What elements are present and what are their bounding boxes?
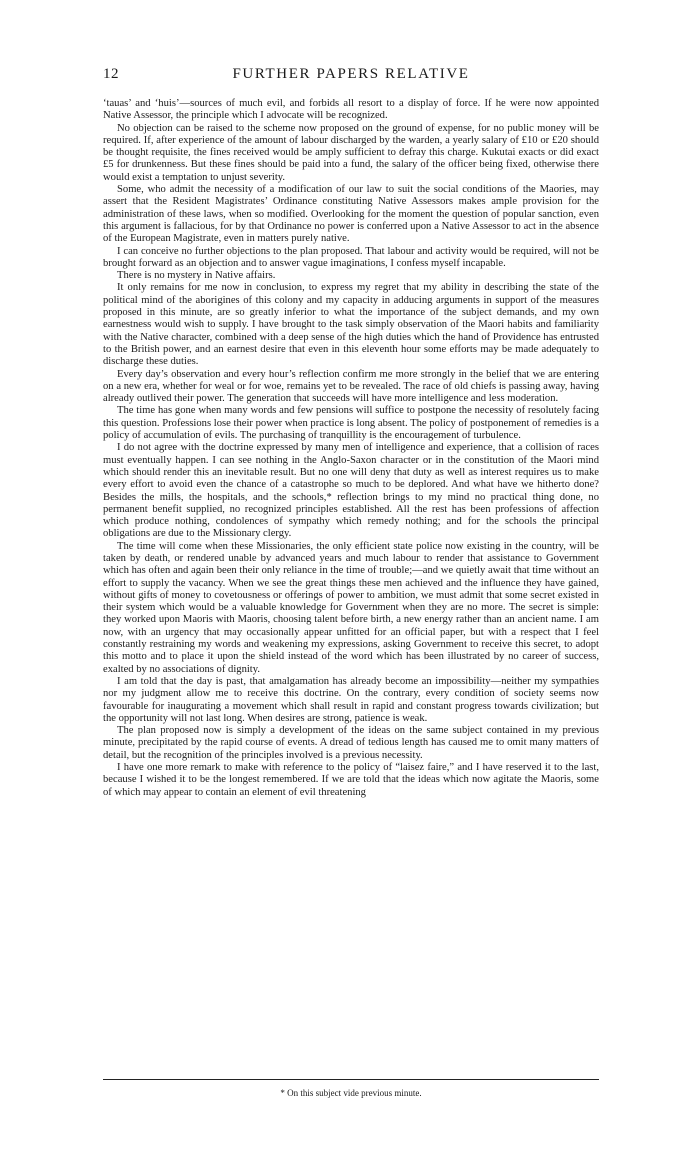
footnote-divider [103, 1079, 599, 1080]
paragraph: Every day’s observation and every hour’s reflection confirm me more strongly in the belief that we are entering on a new era, whether for weal or for woe, remains yet to be revealed. The race of old chiefs is passing away, having already outlived their power. The generation that succeeds will have more intelligence and less moderation. [103, 368, 599, 405]
paragraph: I can conceive no further objections to the plan proposed. That labour and activity would be required, will not be brought forward as an objection and to answer vague imaginations, I confess myself incapable. [103, 245, 599, 269]
paragraph: I have one more remark to make with reference to the policy of “laisez faire,” and I have reserved it to the last, because I wished it to be the longest remembered. If we are told that the ideas which now agitate the Maoris, some of which may appear to contain an element of evil threatening [103, 762, 599, 798]
page-header [103, 66, 599, 88]
paragraph: It only remains for me now in conclusion, to express my regret that my ability in describing the state of the political mind of the aborigines of this colony and my capacity in adducing arguments in support of the measures proposed in this minute, are so greatly inferior to what the importance of the subject demands, and my own earnestness would wish to supply. I have brought to the task simply observation of the Maori habits and familiarity with the Native character, combined with a deep sense of the high duties which the hand of Providence has entrusted to the British power, and an earnest desire that even in this eleventh hour some efforts may be made adequately to discharge these duties. [103, 282, 599, 368]
paragraph: The time will come when these Missionaries, the only efficient state police now existing in the country, will be taken by death, or rendered unable by advanced years and much labour to render that assistance to Government which has often and again been their only reliance in the time of trouble;—and we quietly await that time without an effort to supply the vacancy. When we see the great things these men achieved and the influence they have gained, without gifts of money to covetousness or offerings of power to ambition, we must admit that some secret existed in their system which would be a valuable knowledge for Government when they are no more. The secret is simple: they worked upon Maoris with Maoris, choosing talent before birth, a new energy rather than an ancient name. I am now, with an urgency that may occasionally appear unfitted for an official paper, but with a respect that I feel constantly restraining my words and weakening my expressions, asking Government to receive this secret, to adopt this motto and to place it upon the shield instead of the word which has been illustrated by no career of success, exalted by no associations of dignity. [103, 540, 599, 675]
paragraph: No objection can be raised to the scheme now proposed on the ground of expense, for no public money will be required. If, after experience of the amount of labour discharged by the warden, a yearly salary of £10 or £20 should be thought requisite, the fines received would be amply sufficient to defray this charge. Kukutai exacts or did exact £5 for drunkenness. But these fines should be paid into a fund, the salary of the officer being fixed, otherwise there would exist a temptation to unjust severity. [103, 122, 599, 183]
body-text [103, 98, 599, 799]
running-title: FURTHER PAPERS RELATIVE [232, 66, 470, 82]
paragraph: Some, who admit the necessity of a modification of our law to suit the social conditions of the Maories, may assert that the Resident Magistrates’ Ordinance constituting Native Assessors makes ample provision for the administration of these laws, when so modified. Overlooking for the moment the question of popular sanction, even this argument is fallacious, for by that Ordinance no power is conferred upon a Native Assessor to act in the absence of the European Magistrate, even in matters purely native. [103, 184, 599, 245]
paragraph: ‘tauas’ and ‘huis’—sources of much evil, and forbids all resort to a display of force. If he were now appointed Native Assessor, the principle which I advocate will be recognized. [103, 98, 599, 122]
paragraph: I do not agree with the doctrine expressed by many men of intelligence and experience, that a collision of races must eventually happen. I can see nothing in the Anglo-Saxon character or in the constitution of the Maori mind which should render this an inevitable result. But no one will deny that duty as well as interest requires us to make every effort to avoid even the chance of a catastrophe so much to be deplored. And what have we hitherto done? Besides the mills, the hospitals, and the schools,* reflection brings to my mind no practical thing done, no permanent benefit supplied, no recognized principles established. All the rest has been professions of affection which produce nothing, condolences of sympathy which remedy nothing; and for the schools the principal obligations are due to the Missionary clergy. [103, 442, 599, 540]
page-number: 12 [103, 66, 119, 82]
footnote: * On this subject vide previous minute. [280, 1088, 422, 1098]
paragraph: The plan proposed now is simply a development of the ideas on the same subject contained in my previous minute, precipitated by the rapid course of events. A dread of tedious length has caused me to omit many matters of detail, but the recognition of the principles involved is a previous necessity. [103, 725, 599, 761]
paragraph: The time has gone when many words and few pensions will suffice to postpone the necessity of resolutely facing this question. Professions lose their power when practice is long absent. The policy of postponement of remedies is a policy of accumulation of evils. The purchasing of tranquillity is the encouragement of turbulence. [103, 405, 599, 442]
paragraph: There is no mystery in Native affairs. [117, 270, 276, 282]
paragraph: I am told that the day is past, that amalgamation has already become an impossibility—neither my sympathies nor my judgment allow me to receive this doctrine. On the contrary, every condition of society seems now favourable for inaugurating a movement which shall result in rapid and constant progress towards civilization; but the opportunity will not last long. When desires are strong, patience is weak. [103, 675, 599, 724]
